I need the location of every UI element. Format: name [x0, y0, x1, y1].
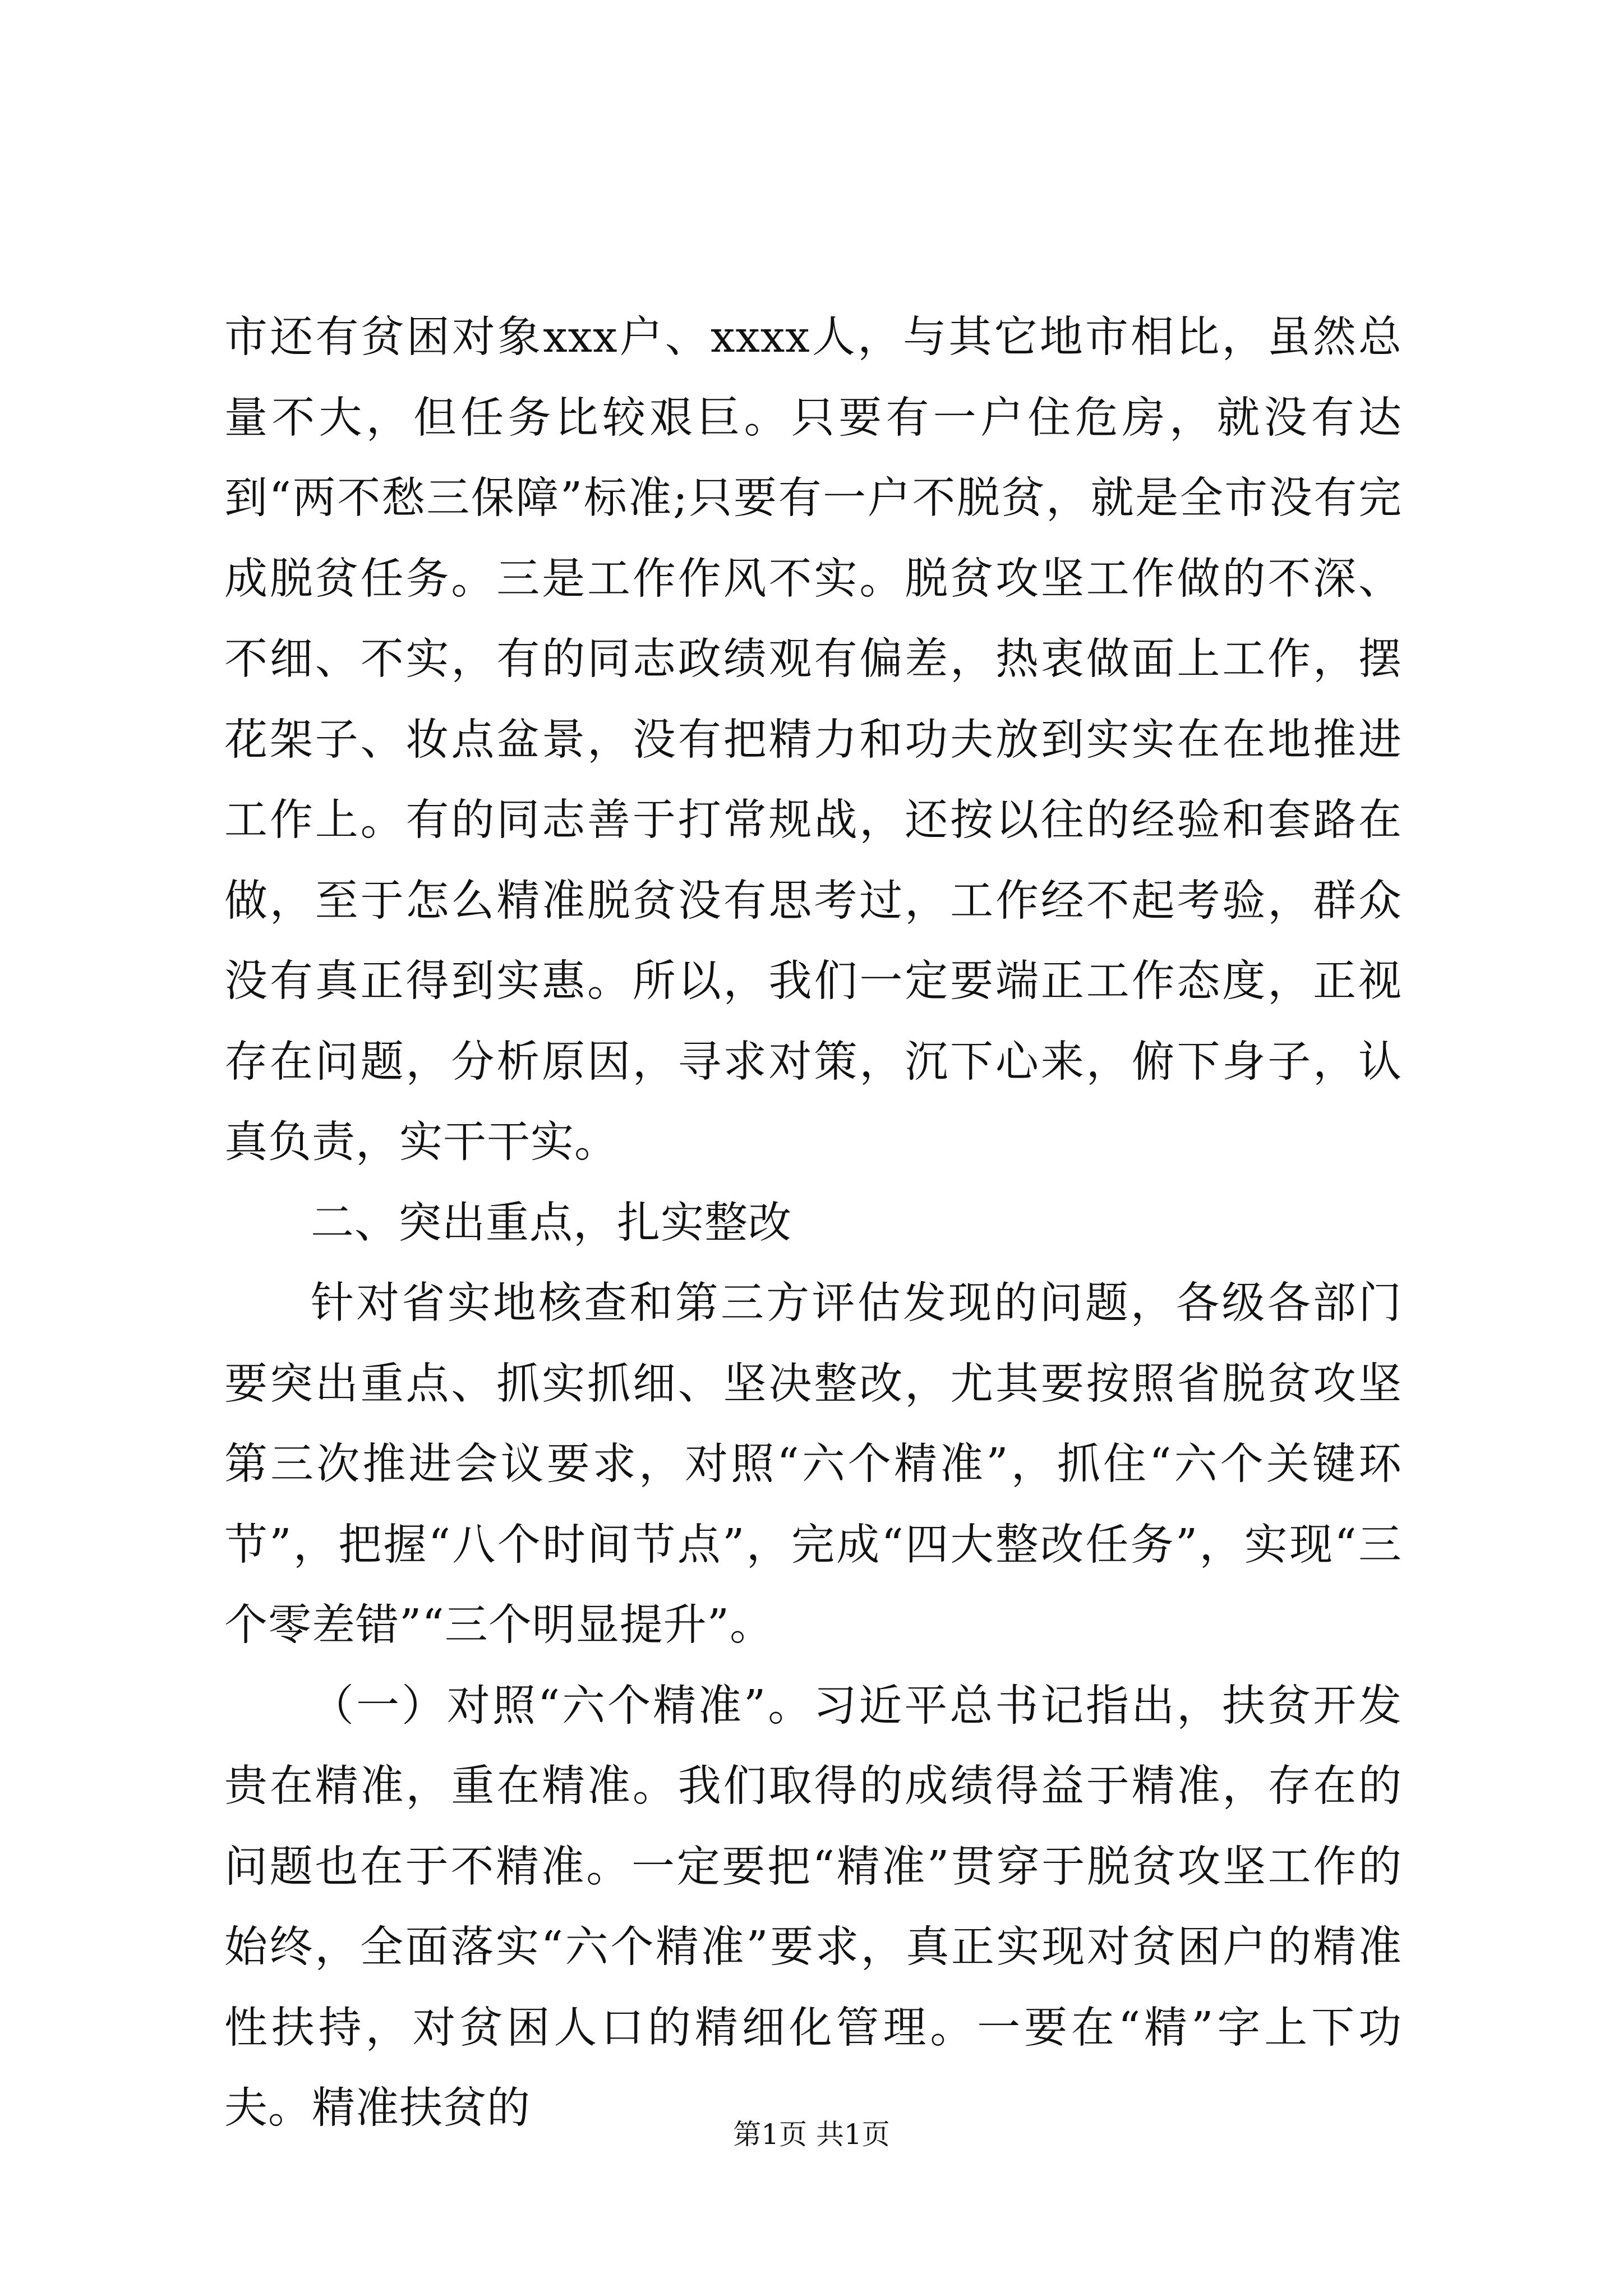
- paragraph-intro: 针对省实地核查和第三方评估发现的问题，各级各部门要突出重点、抓实抓细、坚决整改，尤其要按照省脱贫攻坚第三次推进会议要求，对照“六个精准”，抓住“六个关键环节”，把握“八个时间节点”，完成“四大整改任务”，实现“三个零差错”“三个明显提升”。: [224, 1278, 1402, 1650]
- section-heading: 二、突出重点，扎实整改: [311, 1198, 792, 1248]
- page-footer: 第1页 共1页: [733, 2118, 890, 2151]
- paragraph-subsection-one: （一）对照“六个精准”。习近平总书记指出，扶贫开发贵在精准，重在精准。我们取得的成绩得益于精准，存在的问题也在于不精准。一定要把“精准”贯穿于脱贫攻坚工作的始终，全面落实“六个精准”要求，真正实现对贫困户的精准性扶持，对贫困人口的精细化管理。一要在“精”字上下功夫。精准扶贫的: [224, 1681, 1402, 2133]
- document-body: [224, 297, 1402, 2149]
- paragraph-continuation: 市还有贫困对象xxx户、xxxx人，与其它地市相比，虽然总量不大，但任务比较艰巨。只要有一户住危房，就没有达到“两不愁三保障”标准;只要有一户不脱贫，就是全市没有完成脱贫任务。三是工作作风不实。脱贫攻坚工作做的不深、不细、不实，有的同志政绩观有偏差，热衷做面上工作，摆花架子、妆点盆景，没有把精力和功夫放到实实在在地推进工作上。有的同志善于打常规战，还按以往的经验和套路在做，至于怎么精准脱贫没有思考过，工作经不起考验，群众没有真正得到实惠。所以，我们一定要端正工作态度，正视存在问题，分析原因，寻求对策，沉下心来，俯下身子，认真负责，实干干实。: [224, 312, 1402, 1167]
